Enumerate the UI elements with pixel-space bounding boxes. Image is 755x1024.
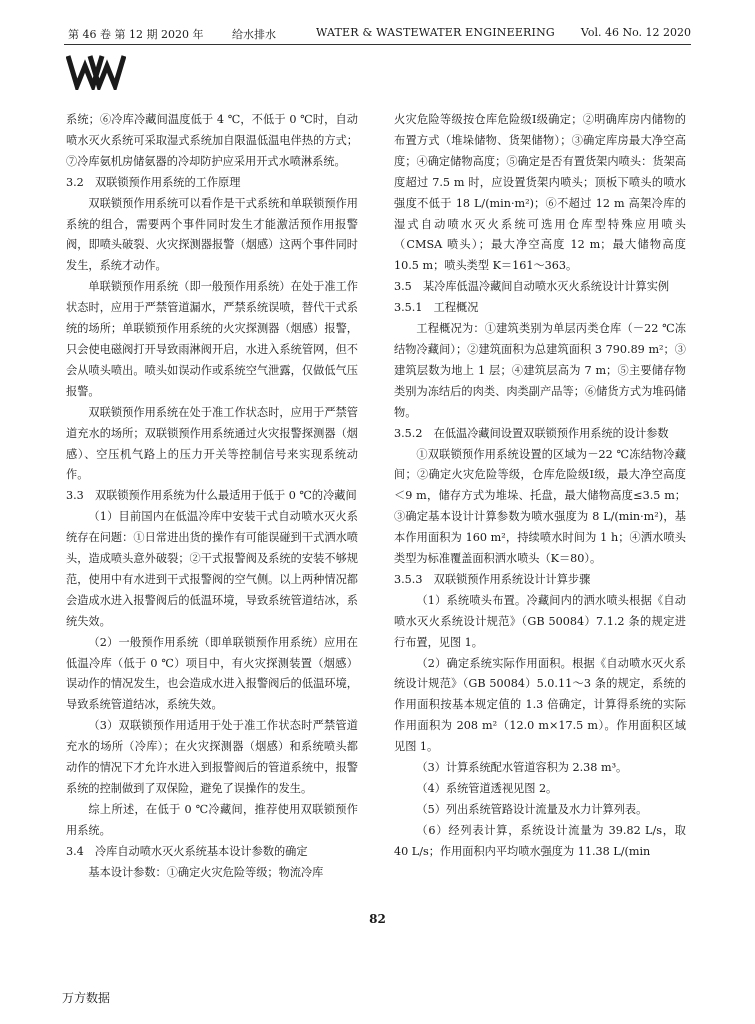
journal-logo-icon xyxy=(66,52,126,90)
right-section-heading: 3.5.2 在低温冷藏间设置双联锁预作用系统的设计参数 xyxy=(394,426,669,440)
right-paragraph: （6）经列表计算，系统设计流量为 39.82 L/s，取 40 L/s；作用面积内平均喷水强度为 11.38 L/(min xyxy=(394,823,686,858)
right-paragraph: （5）列出系统管路设计流量及水力计算列表。 xyxy=(416,802,648,816)
left-paragraph: 系统；⑥冷库冷藏间温度低于 4 ℃，不低于 0 ℃时，自动喷水灭火系统可采取湿式系统加自限温低温电伴热的方式；⑦冷库氨机房储氨器的冷却防护应采用开式水喷淋系统。 xyxy=(66,113,358,168)
left-paragraph: 基本设计参数：①确定火灾危险等级；物流冷库 xyxy=(88,865,324,879)
left-paragraph: 单联锁预作用系统（即一般预作用系统）在处于准工作状态时，应用于严禁管道漏水，严禁系统误喷，替代干式系统的场所；单联锁预作用系统的火灾探测器（烟感）报警，只会使电磁阀打开导致雨淋阀开启，水进入系统管网，但不会从喷头喷出。喷头如误动作或系统空气泄露，仅做低气压报警。 xyxy=(66,280,358,398)
watermark-text: 万方数据 xyxy=(62,991,111,1005)
left-paragraph: 综上所述，在低于 0 ℃冷藏间，推荐使用双联锁预作用系统。 xyxy=(66,802,358,837)
right-column xyxy=(394,110,686,863)
right-paragraph: 火灾危险等级按仓库危险级Ⅰ级确定；②明确库房内储物的布置方式（堆垛储物、货架储物）；③确定库房最大净空高度；④确定储物高度；⑤确定是否有置货架内喷头：货架高度超过 7.5 m 时，应设置货架内喷头；顶板下喷头的喷水强度不低于 18 L/(min·m²)；⑥不超过 12 m 高架冷库的湿式自动喷水灭火系统可选用仓库型特殊应用喷头（CMSA 喷头）；最大净空高度 12 m；最大储物高度 10.5 m；喷头类型 K＝161～363。 xyxy=(394,113,686,273)
left-paragraph: （2）一般预作用系统（即单联锁预作用系统）应用在低温冷库（低于 0 ℃）项目中，有火灾探测装置（烟感）误动作的情况发生，也会造成水进入报警阀后的低温环境，导致系统管道结冰，系统失效。 xyxy=(66,635,358,712)
right-paragraph: （3）计算系统配水管道容积为 2.38 m³。 xyxy=(416,761,628,775)
right-paragraph: ①双联锁预作用系统设置的区域为－22 ℃冻结物冷藏间；②确定火灾危险等级，仓库危险级Ⅰ级，最大净空高度＜9 m，储存方式为堆垛、托盘，最大储物高度≤3.5 m；③确定基本设计计算参数为喷水强度为 8 L/(min·m²)，基本作用面积为 160 m²，持续喷水时间为 1 h；④洒水喷头类型为标准覆盖面积洒水喷头（K＝80）。 xyxy=(394,447,686,566)
right-section-heading: 3.5.1 工程概况 xyxy=(394,301,479,315)
right-paragraph: （2）确定系统实际作用面积。根据《自动喷水灭火系统设计规范》（GB 50084）5.0.11～3 条的规定，系统的作用面积按基本规定值的 1.3 倍确定，计算得系统的实际作用面积为 208 m²（12.0 m×17.5 m）。作用面积区域见图 1。 xyxy=(394,656,686,754)
journal-title-cn: 给水排水 xyxy=(232,28,276,41)
left-section-heading: 3.3 双联锁预作用系统为什么最适用于低于 0 ℃的冷藏间 xyxy=(66,489,357,503)
journal-title-en: WATER & WASTEWATER ENGINEERING xyxy=(316,26,555,39)
left-section-heading: 3.4 冷库自动喷水灭火系统基本设计参数的确定 xyxy=(66,844,308,858)
left-section-heading: 3.2 双联锁预作用系统的工作原理 xyxy=(66,175,241,189)
header-rule xyxy=(64,44,691,45)
right-paragraph: （4）系统管道透视见图 2。 xyxy=(416,782,558,795)
volume-info: Vol. 46 No. 12 2020 xyxy=(580,26,691,39)
right-section-heading: 3.5.3 双联锁预作用系统设计计算步骤 xyxy=(394,572,591,586)
issue-info: 第 46 卷 第 12 期 2020 年 xyxy=(68,28,204,41)
left-paragraph: （1）目前国内在低温冷库中安装干式自动喷水灭火系统存在问题：①日常进出货的操作有可能误碰到干式洒水喷头，造成喷头意外破裂；②干式报警阀及系统的安装不够规范，使用中有水进到干式报警阀的空气侧。以上两种情况都会造成水进入报警阀后的低温环境，导致系统管道结冰，系统失效。 xyxy=(66,510,358,628)
right-paragraph: 工程概况为：①建筑类别为单层丙类仓库（－22 ℃冻结物冷藏间）；②建筑面积为总建筑面积 3 790.89 m²；③建筑层数为地上 1 层；④建筑层高为 7 m；⑤主要储存物类别为冻结后的肉类、肉类副产品等；⑥储货方式为堆码储物。 xyxy=(394,322,686,419)
right-paragraph: （1）系统喷头布置。冷藏间内的洒水喷头根据《自动喷水灭火系统设计规范》（GB 50084）7.1.2 条的规定进行布置，见图 1。 xyxy=(394,593,686,649)
left-paragraph: 双联锁预作用系统可以看作是干式系统和单联锁预作用系统的组合，需要两个事件同时发生才能激活预作用报警阀，即喷头破裂、火灾探测器报警（烟感）这两个事件同时发生，系统才动作。 xyxy=(66,196,358,273)
right-section-heading: 3.5 某冷库低温冷藏间自动喷水灭火系统设计计算实例 xyxy=(394,280,670,294)
page-number: 82 xyxy=(369,912,386,926)
left-paragraph: （3）双联锁预作用适用于处于准工作状态时严禁管道充水的场所（冷库）；在火灾探测器（烟感）和系统喷头都动作的情况下才允许水进入到报警阀后的管道系统中，报警系统的控制做到了双保险，避免了误操作的发生。 xyxy=(66,719,358,795)
left-column xyxy=(66,110,358,884)
left-paragraph: 双联锁预作用系统在处于准工作状态时，应用于严禁管道充水的场所；双联锁预作用系统通过火灾报警探测器（烟感）、空压机气路上的压力开关等控制信号来实现系统动作。 xyxy=(66,405,358,482)
